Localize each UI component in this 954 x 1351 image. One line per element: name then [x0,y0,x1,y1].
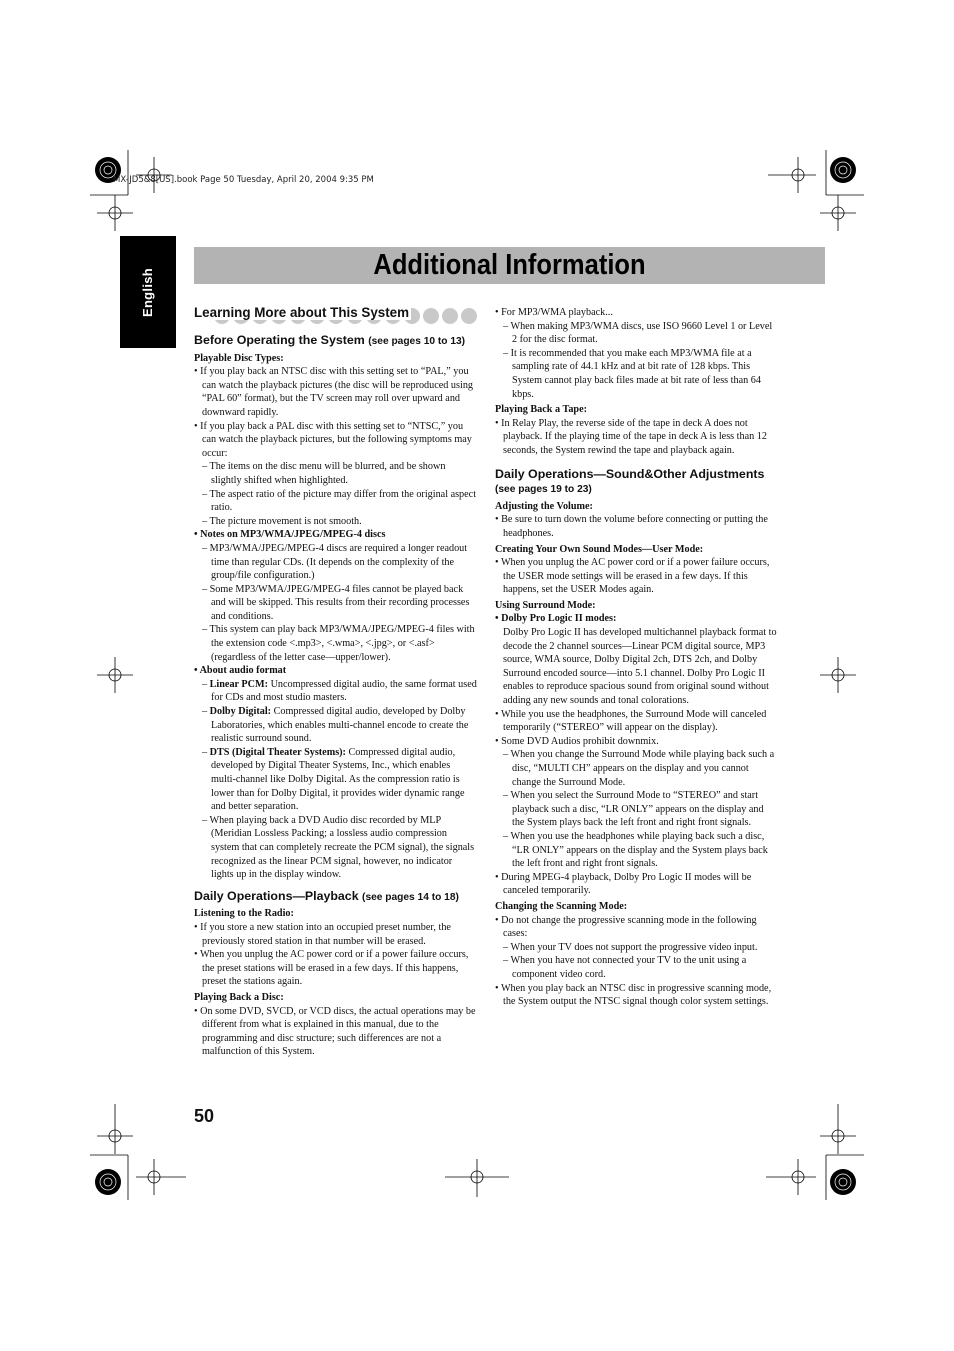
dash-item: – Some MP3/WMA/JPEG/MPEG-4 files cannot be played back and will be skipped. This results from their recording processes and conditions. [194,583,477,624]
list-item: • Be sure to turn down the volume before connecting or putting the headphones. [495,513,778,540]
dash-item: – The picture movement is not smooth. [194,515,477,529]
dash-item: – When playing back a DVD Audio disc recorded by MLP (Meridian Lossless Packing; a lossless audio compression system that can completely recreate the PCM signal), the signals recognized as the linear PCM signal, however, no indicator lights up in the display window. [194,814,477,882]
page-title: Additional Information [373,249,646,281]
dash-item: – When making MP3/WMA discs, use ISO 9660 Level 1 or Level 2 for the disc format. [495,320,778,347]
list-item: • On some DVD, SVCD, or VCD discs, the actual operations may be different from what is explained in this manual, due to the programming and disc structure; such differences are not a malfunction of this System. [194,1005,477,1059]
list-item: • In Relay Play, the reverse side of the tape in deck A does not playback. If the playing time of the tape in deck A is less than 12 seconds, the System rewind the tape and playback again. [495,417,778,458]
heading-daily-playback: Daily Operations—Playback (see pages 14 to 18) [194,888,459,903]
dash-item: – DTS (Digital Theater Systems): Compressed digital audio, developed by Digital Theater Systems, Inc., which enables multi-channel like Dolby Digital. As the compression ratio is lower than for Dolby Digital, it provides wider dynamic range and better separation. [194,746,477,814]
dash-item: – Dolby Digital: Compressed digital audio, developed by Dolby Laboratories, which enables multi-channel encode to create the realistic surround sound. [194,705,477,746]
dolby-heading: • Dolby Pro Logic II modes: [495,612,778,626]
list-item: • Do not change the progressive scanning mode in the following cases: [495,914,778,941]
list-item: • If you store a new station into an occupied preset number, the previously stored station in that number will be erased. [194,921,477,948]
dash-item: – The aspect ratio of the picture may differ from the original aspect ratio. [194,488,477,515]
subheading-scanning: Changing the Scanning Mode: [495,900,628,912]
subheading-volume: Adjusting the Volume: [495,500,593,512]
right-column [495,306,778,1009]
title-bar [194,247,825,284]
notes-heading: • Notes on MP3/WMA/JPEG/MPEG-4 discs [194,528,477,542]
list-item: • When you unplug the AC power cord or if a power failure occurs, the USER mode settings will be erased in a few days. If this happens, set the USER Modes again. [495,556,778,597]
list-item: • If you play back an NTSC disc with this setting set to “PAL,” you can watch the playback pictures (the disc will be reproduced using “PAL 60” format), but the TV screen may roll over upward and downward rapidly. [194,365,477,419]
dash-item: – When your TV does not support the progressive video input. [495,941,778,955]
subheading-radio: Listening to the Radio: [194,908,294,920]
dash-item: – Linear PCM: Uncompressed digital audio, the same format used for CDs and most studio masters. [194,678,477,705]
dash-item: – MP3/WMA/JPEG/MPEG-4 discs are required a longer readout time than regular CDs. (It depends on the complexity of the group/file configuration.) [194,542,477,583]
subheading-user-mode: Creating Your Own Sound Modes—User Mode: [495,543,704,555]
subheading-playable: Playable Disc Types: [194,352,284,364]
heading-daily-sound-ref: (see pages 19 to 23) [495,484,592,496]
dolby-text: Dolby Pro Logic II has developed multichannel playback format to decode the 2 channel sources—Linear PCM digital source, MP3 source, WMA source, Dolby Digital 2ch, DTS 2ch, and Dolby Surround encoded source—into 5.1 channel. Dolby Pro Logic II enables to reproduce spacious sound from original sound without adding any new sounds and tonal colorations. [503,627,777,707]
dash-item: – This system can play back MP3/WMA/JPEG/MPEG-4 files with the extension code <.mp3>, <.wma>, <.jpg>, or <.asf> (regardless of the letter case—upper/lower). [194,623,477,664]
list-item: • When you unplug the AC power cord or if a power failure occurs, the preset stations will be erased in a few days. If this happens, preset the stations again. [194,948,477,989]
language-label: English [140,267,156,317]
dash-item: – When you select the Surround Mode to “STEREO” and start playback such a disc, “LR ONLY” appears on the display and the System plays back the left front and right front signals. [495,789,778,830]
left-column [194,306,477,1059]
page-number: 50 [194,1106,215,1126]
section-title [194,306,477,328]
dash-item: – When you have not connected your TV to the unit using a component video cord. [495,954,778,981]
dash-item: – When you change the Surround Mode while playing back such a disc, “MULTI CH” appears on the display and you cannot change the Surround Mode. [495,748,778,789]
heading-daily-sound: Daily Operations—Sound&Other Adjustments [495,466,765,481]
subheading-disc: Playing Back a Disc: [194,991,284,1003]
list-item: • During MPEG-4 playback, Dolby Pro Logic II modes will be canceled temporarily. [495,871,778,898]
language-tab [120,236,176,348]
list-item: • If you play back a PAL disc with this setting set to “NTSC,” you can watch the playback pictures, but the following symptoms may occur: [194,420,477,461]
dash-item: – The items on the disc menu will be blurred, and be shown slightly shifted when highlighted. [194,460,477,487]
list-item: • For MP3/WMA playback... [495,306,778,320]
heading-before-operating: Before Operating the System (see pages 10 to 13) [194,333,466,347]
section-title-text: Learning More about This System [194,305,410,320]
dash-item: – It is recommended that you make each MP3/WMA file at a sampling rate of 44.1 kHz and at bit rate of 128 kbps. This System cannot play back files made at bit rate of less than 64 kbps. [495,347,778,401]
subheading-surround: Using Surround Mode: [495,599,596,611]
list-item: • Some DVD Audios prohibit downmix. [495,735,778,749]
book-file-info: MX-JD5&8[US].book Page 50 Tuesday, April 20, 2004 9:35 PM [113,175,374,185]
list-item: • While you use the headphones, the Surround Mode will canceled temporarily (“STEREO” will appear on the display). [495,708,778,735]
audio-heading: • About audio format [194,664,477,678]
dash-item: – When you use the headphones while playing back such a disc, “LR ONLY” appears on the display and the System plays back the left front and right front signals. [495,830,778,871]
subheading-tape: Playing Back a Tape: [495,404,587,416]
list-item: • When you play back an NTSC disc in progressive scanning mode, the System output the NTSC signal though color system settings. [495,982,778,1009]
